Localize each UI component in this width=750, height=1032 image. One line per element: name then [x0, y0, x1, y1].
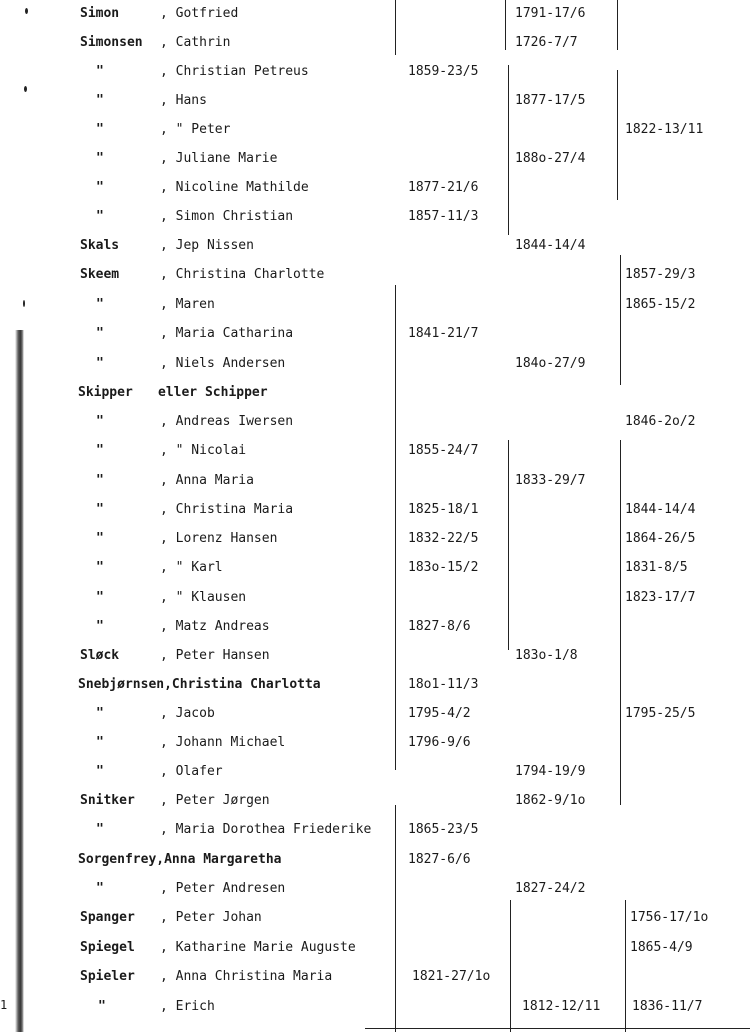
given-names: , Katharine Marie Auguste	[160, 940, 356, 955]
margin-number: 1	[0, 998, 8, 1012]
date-column-1: 1855-24/7	[408, 443, 479, 458]
index-entry	[0, 443, 750, 469]
date-column-3: 1844-14/4	[625, 502, 696, 517]
index-entry	[0, 180, 750, 206]
date-column-1: 1827-6/6	[408, 852, 471, 867]
surname: "	[96, 93, 104, 108]
given-names: , Anna Maria	[160, 473, 254, 488]
date-column-2: 1794-19/9	[515, 764, 586, 779]
date-column-1: 1841-21/7	[408, 326, 479, 341]
surname: "	[96, 122, 104, 137]
date-column-2: 183o-1/8	[515, 648, 578, 663]
index-entry	[0, 619, 750, 645]
given-names: , Jep Nissen	[160, 238, 254, 253]
surname: "	[96, 443, 104, 458]
index-entry	[0, 473, 750, 499]
given-names: , Olafer	[160, 764, 223, 779]
date-column-1: 1827-8/6	[408, 619, 471, 634]
date-column-1: 1865-23/5	[408, 822, 479, 837]
surname: "	[96, 180, 104, 195]
date-column-3: 1795-25/5	[625, 706, 696, 721]
given-names: , Lorenz Hansen	[160, 531, 278, 546]
index-entry	[0, 735, 750, 761]
given-names: , Peter Johan	[160, 910, 262, 925]
surname: "	[96, 822, 104, 837]
given-names: , Christina Maria	[160, 502, 294, 517]
given-names: , " Peter	[160, 122, 231, 137]
given-names: , Niels Andersen	[160, 356, 286, 371]
date-column-1: 1857-11/3	[408, 209, 479, 224]
index-entry	[0, 648, 750, 674]
surname: "	[96, 619, 104, 634]
index-entry	[0, 93, 750, 119]
surname: "	[96, 473, 104, 488]
date-column-1: 1859-23/5	[408, 64, 479, 79]
surname: "	[96, 209, 104, 224]
surname: Snitker	[80, 793, 135, 808]
date-column-3: 1865-4/9	[630, 940, 693, 955]
surname: Sorgenfrey,Anna Margaretha	[78, 852, 282, 867]
index-entry	[0, 238, 750, 264]
given-names: , " Klausen	[160, 590, 247, 605]
surname: "	[98, 999, 106, 1014]
surname: Skals	[80, 238, 120, 253]
index-entry	[0, 590, 750, 616]
date-column-1: 1832-22/5	[408, 531, 479, 546]
given-names: , Peter Andresen	[160, 881, 286, 896]
surname: "	[96, 356, 104, 371]
index-entry	[0, 531, 750, 557]
surname: "	[96, 414, 104, 429]
index-entry	[0, 64, 750, 90]
given-names: , Maren	[160, 297, 215, 312]
date-column-3: 1836-11/7	[632, 999, 703, 1014]
index-entry	[0, 326, 750, 352]
surname: "	[96, 151, 104, 166]
given-names: , " Karl	[160, 560, 223, 575]
surname: "	[96, 590, 104, 605]
date-column-2: 1862-9/1o	[515, 793, 586, 808]
given-names: , Peter Hansen	[160, 648, 270, 663]
date-column-3: 1857-29/3	[625, 267, 696, 282]
surname: "	[96, 764, 104, 779]
index-entry	[0, 560, 750, 586]
date-column-3: 1822-13/11	[625, 122, 704, 137]
date-column-1: 1877-21/6	[408, 180, 479, 195]
date-column-2: 1827-24/2	[515, 881, 586, 896]
index-entry	[0, 940, 750, 966]
date-column-2: 1833-29/7	[515, 473, 586, 488]
surname: "	[96, 297, 104, 312]
index-entry	[0, 999, 750, 1025]
surname: "	[96, 326, 104, 341]
date-column-1: 1796-9/6	[408, 735, 471, 750]
given-names: , Gotfried	[160, 6, 239, 21]
date-column-3: 1756-17/1o	[630, 910, 709, 925]
date-column-3: 1865-15/2	[625, 297, 696, 312]
index-entry	[0, 881, 750, 907]
surname: "	[96, 502, 104, 517]
index-entry	[0, 414, 750, 440]
date-column-1: 183o-15/2	[408, 560, 479, 575]
surname: Snebjørnsen,Christina Charlotta	[78, 677, 321, 692]
given-names: , Anna Christina Maria	[160, 969, 333, 984]
given-names: , Matz Andreas	[160, 619, 270, 634]
date-column-2: 1791-17/6	[515, 6, 586, 21]
given-names: , Simon Christian	[160, 209, 294, 224]
surname: "	[96, 64, 104, 79]
date-column-1: 1821-27/1o	[412, 969, 491, 984]
index-entry	[0, 852, 750, 878]
given-names: , " Nicolai	[160, 443, 247, 458]
given-names: , Jacob	[160, 706, 215, 721]
given-names: , Maria Dorothea Friederike	[160, 822, 372, 837]
surname: "	[96, 706, 104, 721]
surname: Simon	[80, 6, 120, 21]
surname: "	[96, 531, 104, 546]
index-entry	[0, 706, 750, 732]
index-entry	[0, 6, 750, 32]
given-names: , Peter Jørgen	[160, 793, 270, 808]
date-column-2: 1877-17/5	[515, 93, 586, 108]
index-entry	[0, 910, 750, 936]
given-names: , Johann Michael	[160, 735, 286, 750]
given-names: , Nicoline Mathilde	[160, 180, 309, 195]
index-entry	[0, 969, 750, 995]
date-column-2: 188o-27/4	[515, 151, 586, 166]
given-names: , Hans	[160, 93, 207, 108]
given-names: , Juliane Marie	[160, 151, 278, 166]
index-entry	[0, 356, 750, 382]
date-column-1: 1825-18/1	[408, 502, 479, 517]
index-entry	[0, 677, 750, 703]
index-entry	[0, 151, 750, 177]
date-column-3: 1846-2o/2	[625, 414, 696, 429]
date-column-1: 18o1-11/3	[408, 677, 479, 692]
index-entry	[0, 385, 750, 411]
surname: Sløck	[80, 648, 120, 663]
given-names: , Erich	[160, 999, 215, 1014]
surname: Spiegel	[80, 940, 135, 955]
surname: "	[96, 881, 104, 896]
index-entry	[0, 209, 750, 235]
date-column-2: 1726-7/7	[515, 35, 578, 50]
surname: "	[96, 560, 104, 575]
given-names: eller Schipper	[158, 385, 268, 400]
index-entry	[0, 793, 750, 819]
date-column-3: 1823-17/7	[625, 590, 696, 605]
date-column-3: 1831-8/5	[625, 560, 688, 575]
index-entry	[0, 122, 750, 148]
date-column-1: 1795-4/2	[408, 706, 471, 721]
surname: Simonsen	[80, 35, 143, 50]
surname: "	[96, 735, 104, 750]
surname: Spanger	[80, 910, 135, 925]
surname: Skipper	[78, 385, 133, 400]
index-entry	[0, 297, 750, 323]
bottom-rule	[365, 1028, 750, 1029]
index-entry	[0, 267, 750, 293]
date-column-3: 1864-26/5	[625, 531, 696, 546]
given-names: , Maria Catharina	[160, 326, 294, 341]
given-names: , Andreas Iwersen	[160, 414, 294, 429]
index-entry	[0, 502, 750, 528]
index-entry	[0, 822, 750, 848]
index-entry	[0, 764, 750, 790]
index-entry	[0, 35, 750, 61]
surname: Skeem	[80, 267, 120, 282]
given-names: , Christina Charlotte	[160, 267, 325, 282]
date-column-2: 1812-12/11	[522, 999, 601, 1014]
given-names: , Cathrin	[160, 35, 231, 50]
date-column-2: 184o-27/9	[515, 356, 586, 371]
date-column-2: 1844-14/4	[515, 238, 586, 253]
surname: Spieler	[80, 969, 135, 984]
given-names: , Christian Petreus	[160, 64, 309, 79]
